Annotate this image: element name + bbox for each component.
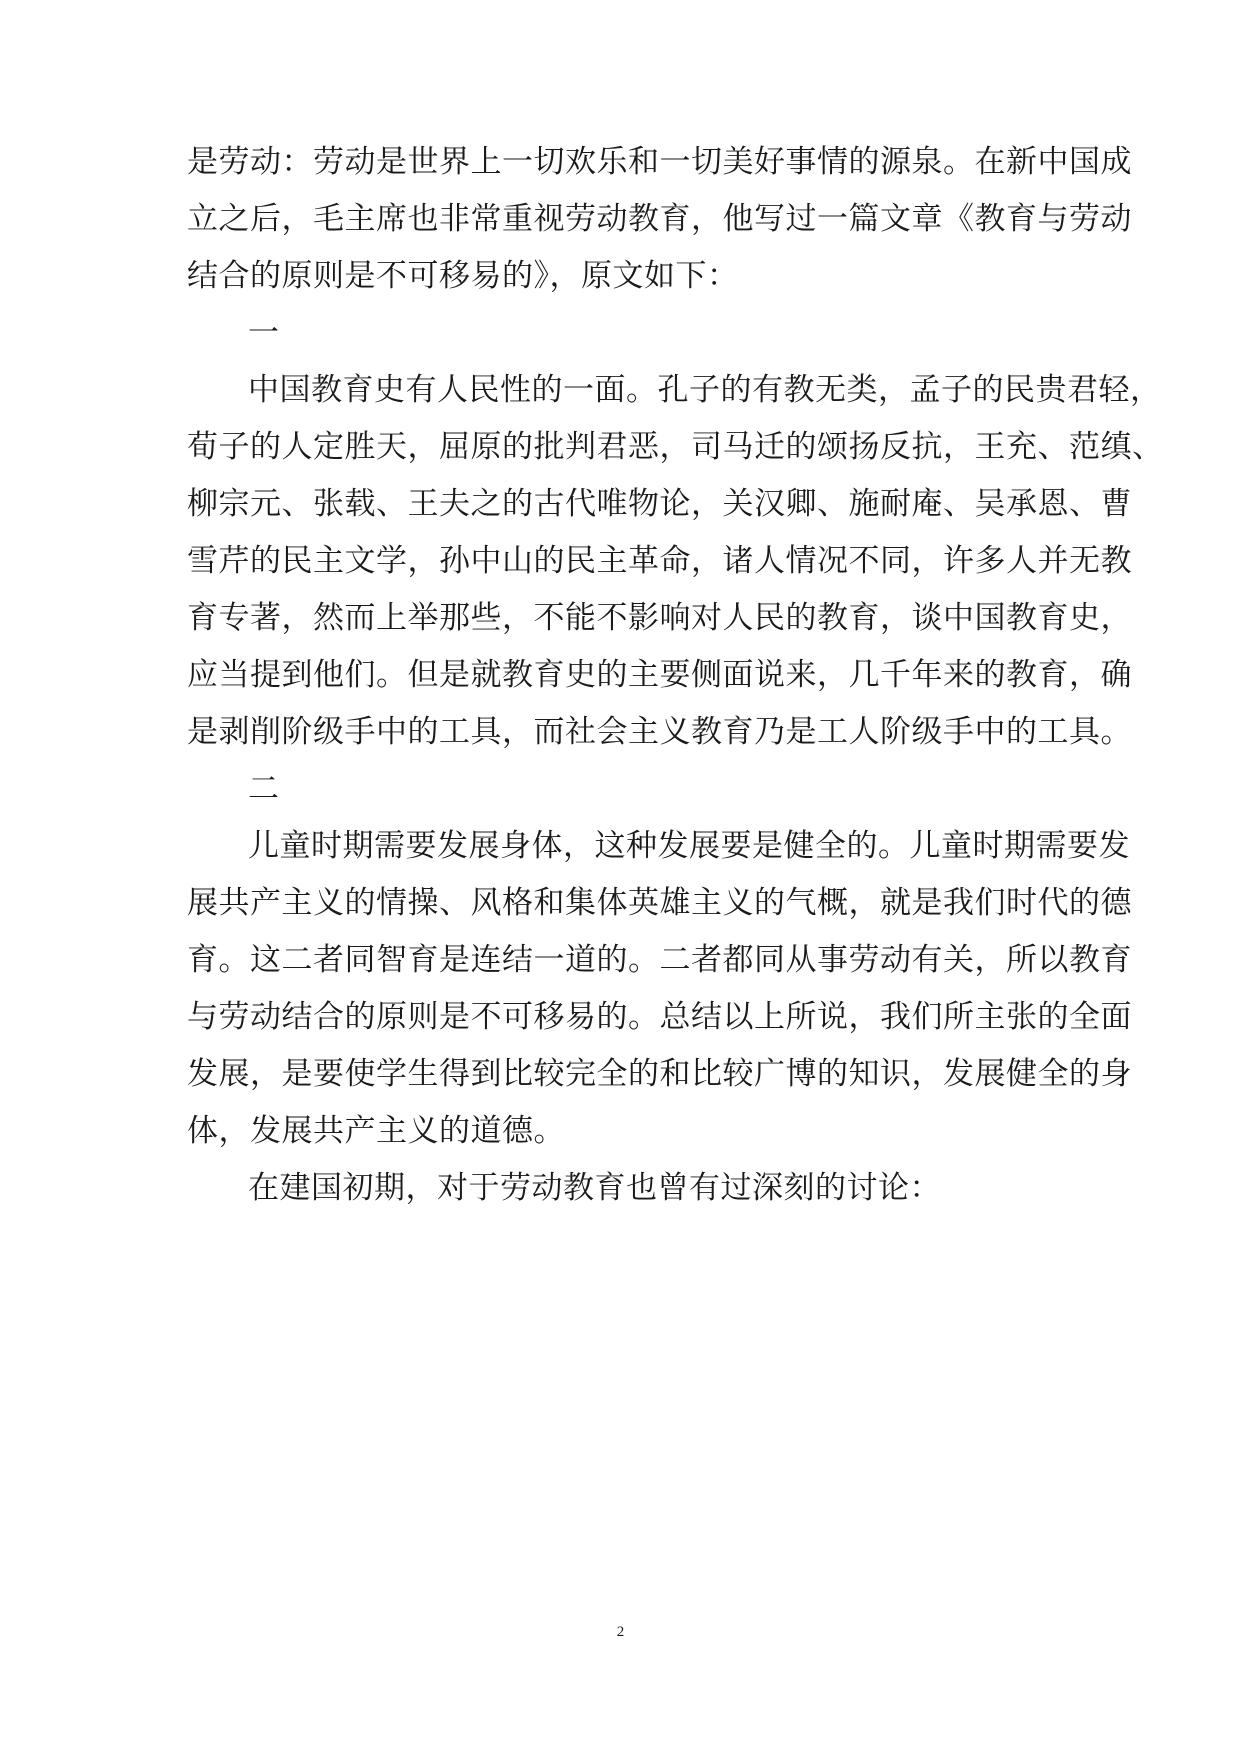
paragraph-line: 在建国初期，对于劳动教育也曾有过深刻的讨论：: [248, 1170, 941, 1206]
paragraph-line: 是剥削阶级手中的工具，而社会主义教育乃是工人阶级手中的工具。: [187, 714, 1132, 750]
paragraph-line: 雪芹的民主文学，孙中山的民主革命，诸人情况不同，许多人并无教: [187, 543, 1132, 579]
paragraph-line: 育。这二者同智育是连结一道的。二者都同从事劳动有关，所以教育: [187, 942, 1132, 978]
paragraph-line: 儿童时期需要发展身体，这种发展要是健全的。儿童时期需要发: [248, 828, 1130, 864]
paragraph-line: 展共产主义的情操、风格和集体英雄主义的气概，就是我们时代的德: [187, 885, 1132, 921]
paragraph-line: 育专著，然而上举那些，不能不影响对人民的教育，谈中国教育史，: [187, 600, 1132, 636]
section-heading-two: 二: [248, 771, 280, 807]
paragraph-line: 柳宗元、张载、王夫之的古代唯物论，关汉卿、施耐庵、吴承恩、曹: [187, 486, 1132, 522]
paragraph-line: 与劳动结合的原则是不可移易的。总结以上所说，我们所主张的全面: [187, 999, 1132, 1035]
paragraph-line: 中国教育史有人民性的一面。孔子的有教无类，孟子的民贵君轻，: [248, 372, 1162, 408]
paragraph-line: 立之后，毛主席也非常重视劳动教育，他写过一篇文章《教育与劳动: [187, 201, 1132, 237]
paragraph-line: 是劳动：劳动是世界上一切欢乐和一切美好事情的源泉。在新中国成: [187, 144, 1132, 180]
paragraph-line: 体，发展共产主义的道德。: [187, 1113, 565, 1149]
page-number: 2: [616, 1624, 625, 1640]
section-heading-one: 一: [248, 315, 280, 351]
paragraph-line: 荀子的人定胜天，屈原的批判君恶，司马迁的颂扬反抗，王充、范缜、: [187, 429, 1164, 465]
paragraph-line: 应当提到他们。但是就教育史的主要侧面说来，几千年来的教育，确: [187, 657, 1132, 693]
paragraph-line: 结合的原则是不可移易的》，原文如下：: [187, 258, 739, 294]
paragraph-line: 发展，是要使学生得到比较完全的和比较广博的知识，发展健全的身: [187, 1056, 1132, 1092]
